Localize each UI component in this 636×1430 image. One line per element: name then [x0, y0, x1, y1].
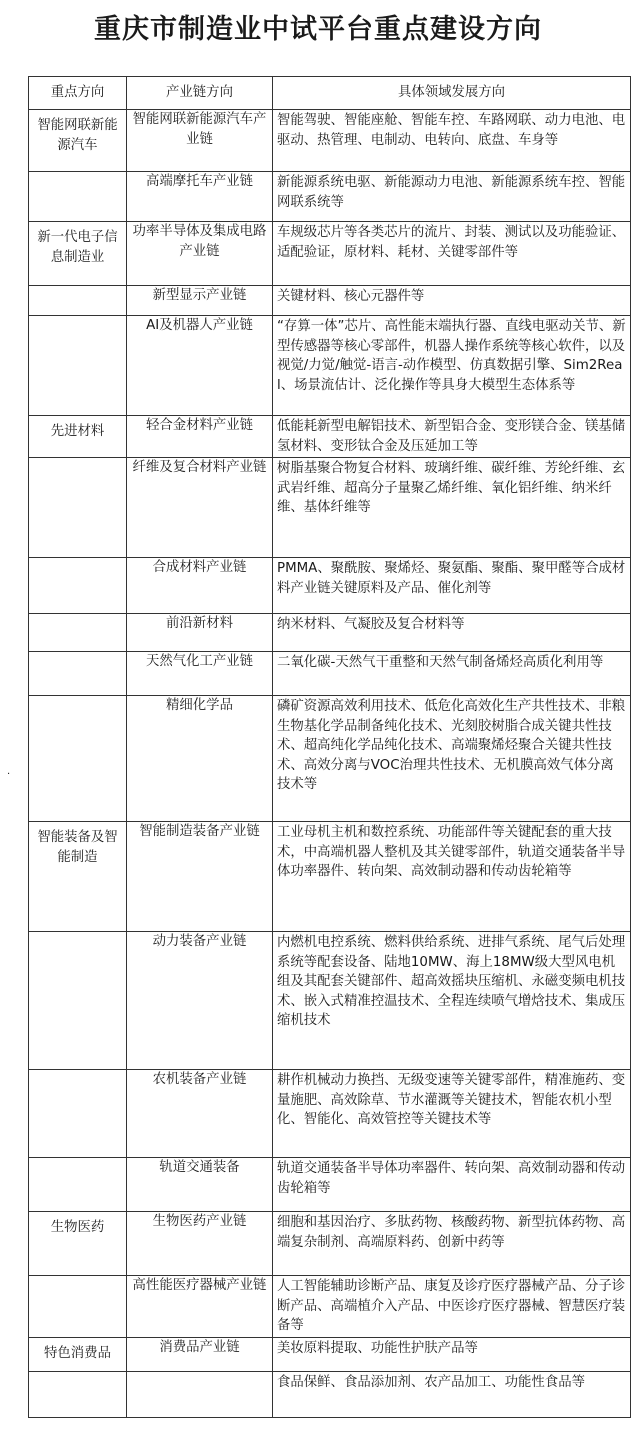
focus-direction-cell: [29, 696, 127, 822]
detail-cell: 纳米材料、气凝胶及复合材料等: [273, 614, 631, 652]
focus-direction-cell: [29, 614, 127, 652]
table-row: [29, 932, 631, 1070]
detail-cell: 人工智能辅助诊断产品、康复及诊疗医疗器械产品、分子诊断产品、高端植介入产品、中医诊疗医疗器械、智慧医疗装备等: [273, 1276, 631, 1338]
header-focus-direction: 重点方向: [29, 77, 127, 110]
table-row: [29, 1276, 631, 1338]
stray-dot: ·: [7, 769, 11, 780]
chain-cell: 前沿新材料: [127, 614, 273, 652]
focus-direction-cell: [29, 1276, 127, 1338]
focus-direction-cell: 特色消费品: [29, 1338, 127, 1372]
detail-cell: 美妆原料提取、功能性护肤产品等: [273, 1338, 631, 1372]
detail-cell: 耕作机械动力换挡、无级变速等关键零部件，精准施药、变量施肥、高效除草、节水灌溉等关键技术，智能农机小型化、智能化、高效管控等关键技术等: [273, 1070, 631, 1158]
table-row: [29, 1212, 631, 1276]
chain-cell: 高性能医疗器械产业链: [127, 1276, 273, 1338]
chain-cell: 合成材料产业链: [127, 558, 273, 614]
detail-cell: 智能驾驶、智能座舱、智能车控、车路网联、动力电池、电驱动、热管理、电制动、电转向、底盘、车身等: [273, 110, 631, 172]
chain-cell: 动力装备产业链: [127, 932, 273, 1070]
focus-direction-cell: [29, 558, 127, 614]
chain-cell: 纤维及复合材料产业链: [127, 458, 273, 558]
chain-cell: 消费品产业链: [127, 1338, 273, 1372]
chain-cell: 智能制造装备产业链: [127, 822, 273, 932]
chain-cell: AI及机器人产业链: [127, 316, 273, 416]
chain-cell: 生物医药产业链: [127, 1212, 273, 1276]
chain-cell: [127, 1372, 273, 1418]
chain-cell: 精细化学品: [127, 696, 273, 822]
focus-direction-cell: 智能网联新能源汽车: [29, 110, 127, 172]
detail-cell: 低能耗新型电解铝技术、新型铝合金、变形镁合金、镁基储氢材料、变形钛合金及压延加工等: [273, 416, 631, 458]
table-row: [29, 458, 631, 558]
focus-direction-cell: 生物医药: [29, 1212, 127, 1276]
detail-cell: 关键材料、核心元器件等: [273, 286, 631, 316]
detail-cell: 车规级芯片等各类芯片的流片、封装、测试以及功能验证、适配验证，原材料、耗材、关键零部件等: [273, 222, 631, 286]
chain-cell: 天然气化工产业链: [127, 652, 273, 696]
detail-cell: 内燃机电控系统、燃料供给系统、进排气系统、尾气后处理系统等配套设备、陆地10MW、海上18MW级大型风电机组及其配套关键部件、超高效摇块压缩机、永磁变频电机技术、嵌入式精准控温技术、全程连续喷气增焓技术、集成压缩机技术: [273, 932, 631, 1070]
chain-cell: 高端摩托车产业链: [127, 172, 273, 222]
detail-cell: 磷矿资源高效利用技术、低危化高效化生产共性技术、非粮生物基化学品制备纯化技术、光刻胶树脂合成关键共性技术、超高纯化学品纯化技术、高端聚烯烃聚合关键共性技术、高效分离与VOC治理共性技术、无机膜高效气体分离技术等: [273, 696, 631, 822]
focus-direction-cell: [29, 286, 127, 316]
chain-cell: 轨道交通装备: [127, 1158, 273, 1212]
focus-direction-cell: [29, 1158, 127, 1212]
detail-cell: 二氧化碳-天然气干重整和天然气制备烯烃高质化利用等: [273, 652, 631, 696]
table-row: [29, 1070, 631, 1158]
table-row: [29, 110, 631, 172]
detail-cell: 食品保鲜、食品添加剂、农产品加工、功能性食品等: [273, 1372, 631, 1418]
table-row: [29, 286, 631, 316]
focus-direction-cell: 先进材料: [29, 416, 127, 458]
focus-direction-cell: 智能装备及智能制造: [29, 822, 127, 932]
detail-cell: 轨道交通装备半导体功率器件、转向架、高效制动器和传动齿轮箱等: [273, 1158, 631, 1212]
table-header-row: [29, 77, 631, 110]
detail-cell: PMMA、聚酰胺、聚烯烃、聚氨酯、聚酯、聚甲醛等合成材料产业链关键原料及产品、催化剂等: [273, 558, 631, 614]
chain-cell: 功率半导体及集成电路产业链: [127, 222, 273, 286]
focus-direction-cell: [29, 1070, 127, 1158]
focus-direction-cell: [29, 1372, 127, 1418]
table-row: [29, 416, 631, 458]
focus-direction-cell: [29, 652, 127, 696]
focus-direction-cell: [29, 172, 127, 222]
header-chain-direction: 产业链方向: [127, 77, 273, 110]
table-row: [29, 1158, 631, 1212]
table-row: [29, 558, 631, 614]
header-field-direction: 具体领域发展方向: [273, 77, 631, 110]
table-row: [29, 316, 631, 416]
chain-cell: 智能网联新能源汽车产业链: [127, 110, 273, 172]
focus-direction-cell: [29, 458, 127, 558]
detail-cell: 新能源系统电驱、新能源动力电池、新能源系统车控、智能网联系统等: [273, 172, 631, 222]
chain-cell: 农机装备产业链: [127, 1070, 273, 1158]
table-row: [29, 172, 631, 222]
chain-cell: 轻合金材料产业链: [127, 416, 273, 458]
focus-direction-cell: 新一代电子信息制造业: [29, 222, 127, 286]
table-row: [29, 696, 631, 822]
detail-cell: “存算一体”芯片、高性能末端执行器、直线电驱动关节、新型传感器等核心零部件，机器人操作系统等核心软件，以及视觉/力觉/触觉-语言-动作模型、仿真数据引擎、Sim2Real、场景流估计、泛化操作等具身大模型生态体系等: [273, 316, 631, 416]
table-row: [29, 1372, 631, 1418]
focus-direction-cell: [29, 932, 127, 1070]
table-row: [29, 652, 631, 696]
detail-cell: 工业母机主机和数控系统、功能部件等关键配套的重大技术，中高端机器人整机及其关键零部件，轨道交通装备半导体功率器件、转向架、高效制动器和传动齿轮箱等: [273, 822, 631, 932]
direction-table: [28, 76, 631, 1418]
table-row: [29, 614, 631, 652]
focus-direction-cell: [29, 316, 127, 416]
table-row: [29, 222, 631, 286]
page-title: 重庆市制造业中试平台重点建设方向: [94, 14, 542, 45]
detail-cell: 细胞和基因治疗、多肽药物、核酸药物、新型抗体药物、高端复杂制剂、高端原料药、创新中药等: [273, 1212, 631, 1276]
chain-cell: 新型显示产业链: [127, 286, 273, 316]
detail-cell: 树脂基聚合物复合材料、玻璃纤维、碳纤维、芳纶纤维、玄武岩纤维、超高分子量聚乙烯纤维、氧化铝纤维、纳米纤维、基体纤维等: [273, 458, 631, 558]
table-row: [29, 822, 631, 932]
table-row: [29, 1338, 631, 1372]
